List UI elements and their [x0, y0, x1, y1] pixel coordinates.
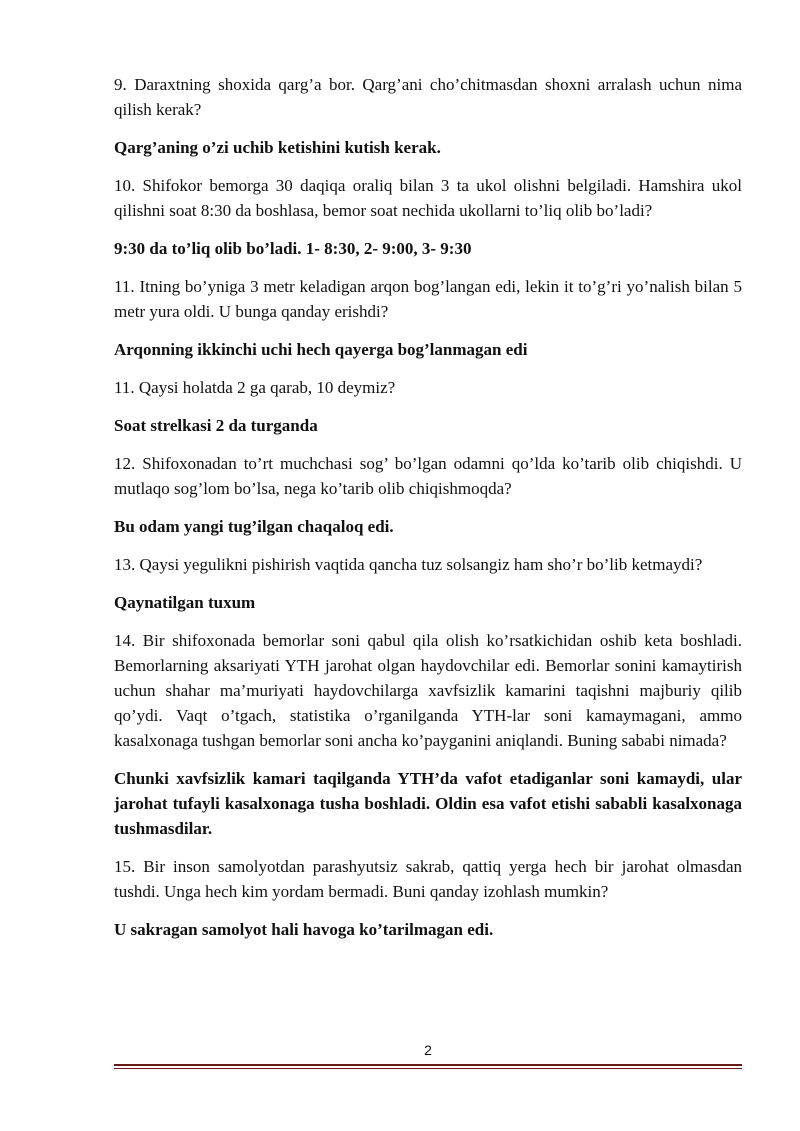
question-paragraph: 12. Shifoxonadan to’rt muchchasi sog’ bo’lgan odamni qo’lda ko’tarib olib chiqishdi. U mutlaqo sog’lom bo’lsa, nega ko’tarib olib chiqishmoqda?: [114, 454, 742, 498]
question-paragraph: 9. Daraxtning shoxida qarg’a bor. Qarg’ani cho’chitmasdan shoxni arralash uchun nima qilish kerak?: [114, 75, 742, 119]
question-paragraph: 11. Itning bo’yniga 3 metr keladigan arqon bog’langan edi, lekin it to’g’ri yo’nalish bilan 5 metr yura oldi. U bunga qanday erishdi?: [114, 277, 742, 321]
document-body: [114, 72, 742, 955]
answer-paragraph: Bu odam yangi tug’ilgan chaqaloq edi.: [114, 517, 394, 536]
answer-paragraph: U sakragan samolyot hali havoga ko’tarilmagan edi.: [114, 920, 494, 939]
answer-paragraph: Qaynatilgan tuxum: [114, 593, 256, 612]
answer-paragraph: 9:30 da to’liq olib bo’ladi. 1- 8:30, 2- 9:00, 3- 9:30: [114, 239, 472, 258]
page-footer: [114, 1042, 742, 1069]
footer-rule-thick: [114, 1064, 742, 1066]
answer-paragraph: Soat strelkasi 2 da turganda: [114, 416, 318, 435]
question-paragraph: 10. Shifokor bemorga 30 daqiqa oraliq bilan 3 ta ukol olishni belgiladi. Hamshira ukol qilishni soat 8:30 da boshlasa, bemor soat nechida ukollarni to’liq olib bo’ladi?: [114, 176, 742, 220]
question-paragraph: 14. Bir shifoxonada bemorlar soni qabul qila olish ko’rsatkichidan oshib keta boshladi. Bemorlarning aksariyati YTH jarohat olgan haydovchilar edi. Bemorlar sonini kamaytirish uchun shahar ma’muriyati haydovchilarga xavfsizlik kamarini taqishni majburiy qilib qo’ydi. Vaqt o’tgach, statistika o’rganilganda YTH-lar soni kamaymagani, ammo kasalxonaga tushgan bemorlar soni ancha ko’payganini aniqlandi. Buning sababi nimada?: [114, 631, 742, 750]
question-paragraph: 13. Qaysi yegulikni pishirish vaqtida qancha tuz solsangiz ham sho’r bo’lib ketmaydi?: [114, 555, 703, 574]
answer-paragraph: Qarg’aning o’zi uchib ketishini kutish kerak.: [114, 138, 441, 157]
footer-rule-thin: [114, 1068, 742, 1069]
page-number: 2: [424, 1042, 432, 1058]
question-paragraph: 11. Qaysi holatda 2 ga qarab, 10 deymiz?: [114, 378, 396, 397]
answer-paragraph: Chunki xavfsizlik kamari taqilganda YTH’da vafot etadiganlar soni kamaydi, ular jarohat tufayli kasalxonaga tusha boshladi. Oldin esa vafot etishi sababli kasalxonaga tushmasdilar.: [114, 769, 742, 838]
answer-paragraph: Arqonning ikkinchi uchi hech qayerga bog’lanmagan edi: [114, 340, 528, 359]
question-paragraph: 15. Bir inson samolyotdan parashyutsiz sakrab, qattiq yerga hech bir jarohat olmasdan tushdi. Unga hech kim yordam bermadi. Buni qanday izohlash mumkin?: [114, 857, 742, 901]
